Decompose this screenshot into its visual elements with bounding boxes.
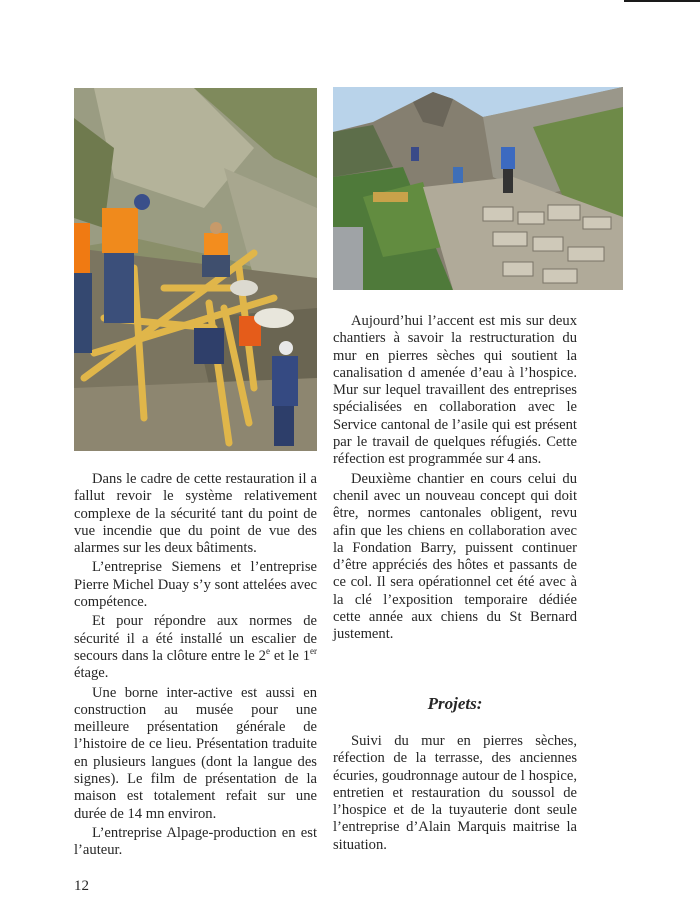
text-column-right-projects xyxy=(333,733,577,856)
text-column-left xyxy=(74,471,317,862)
text-column-right xyxy=(333,313,577,646)
paragraph: Dans le cadre de cette restauration il a fallut revoir le système relativement complexe de la sécurité tant du point de vue incendie que du point de vue des alarmes sur les deux bâtiments. xyxy=(74,471,317,557)
paragraph: L’entreprise Alpage-production en est l’auteur. xyxy=(74,824,317,859)
paragraph: Aujourd’hui l’accent est mis sur deux chantiers à savoir la restructuration du mur en pierres sèches qui soutient la canalisation d amenée d’eau à l’hospice. Mur sur lequel travaillent des entreprises spécialisées en collaboration avec le Service cantonal de l’asile qui est présent par le travail de quelques réfugiés. Cette réfection est programmée sur 4 ans. xyxy=(333,313,577,468)
photo-construction-workers xyxy=(74,88,317,451)
text-run: étage. xyxy=(74,665,109,682)
paragraph: Deuxième chantier en cours celui du chenil avec un nouveau concept qui doit être, normes cantonales obligent, revu afin que les chiens en collaboration avec la Fondation Barry, puissent continuer d’être appréciés des hôtes et passants de ce col. Il sera opérationnel cet été avec à la clé l’exposition temporaire dédiée cette année aux chiens du St Bernard justement. xyxy=(333,470,577,643)
photo-stone-wall-path xyxy=(333,87,623,290)
paragraph: Une borne inter-active est aussi en construction au musée pour une meilleure présentation générale de l’histoire de ce lieu. Présentation traduite en plusieurs langues (dont la langue des signes). Le film de présentation de la maison est totalement refait sur une durée de 14 mn environ. xyxy=(74,684,317,822)
page-edge-mark xyxy=(624,0,700,2)
page-number: 12 xyxy=(74,878,89,894)
text-run: et le 1 xyxy=(269,647,311,664)
paragraph xyxy=(74,613,317,682)
superscript: er xyxy=(310,646,318,657)
paragraph: L’entreprise Siemens et l’entreprise Pierre Michel Duay s’y sont attelées avec compétence. xyxy=(74,559,317,611)
superscript: e xyxy=(265,646,270,657)
text-run: Et pour répondre aux normes de sécurité il a été installé un escalier de secours dans la clôture entre le 2 xyxy=(74,613,317,664)
paragraph: Suivi du mur en pierres sèches, réfection de la terrasse, des anciennes écuries, goudronnage autour de l hospice, entretien et restauration du soussol de l’hospice et de la tuyauterie dont seule l’entreprise d’Alain Marquis maitrise la situation. xyxy=(333,733,577,853)
section-heading-projets: Projets: xyxy=(427,694,483,713)
